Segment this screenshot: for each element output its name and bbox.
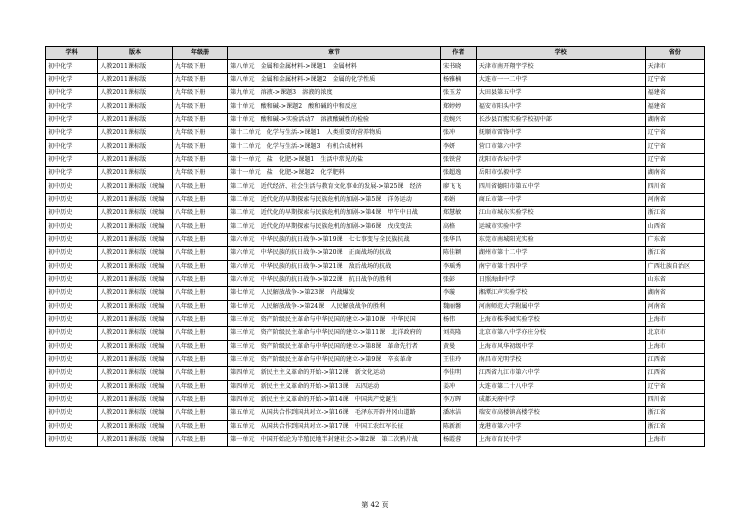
cell-grade: 八年级上册	[172, 247, 227, 260]
cell-grade: 八年级上册	[172, 393, 227, 406]
cell-province: 福建省	[645, 100, 704, 113]
cell-school: 长沙县百熙实验学校初中部	[476, 113, 645, 126]
table-row	[46, 407, 705, 420]
table-row	[46, 220, 705, 233]
cell-province: 上海市	[645, 340, 704, 353]
cell-grade: 八年级上册	[172, 220, 227, 233]
cell-grade: 八年级上册	[172, 327, 227, 340]
cell-province: 湖南省	[645, 113, 704, 126]
cell-version: 人教2011课标版（统编	[98, 220, 173, 233]
cell-grade: 八年级上册	[172, 300, 227, 313]
cell-version: 人教2011课标版（统编	[98, 353, 173, 366]
cell-chapter: 第十一单元 盐 化肥->课题2 化学肥料	[228, 167, 441, 180]
cell-grade: 八年级上册	[172, 313, 227, 326]
cell-author: 杨雅楠	[440, 73, 476, 86]
cell-province: 上海市	[645, 433, 704, 446]
cell-author: 张超逸	[440, 167, 476, 180]
cell-province: 浙江省	[645, 407, 704, 420]
cell-author: 李妍	[440, 140, 476, 153]
cell-author: 杨伟	[440, 313, 476, 326]
cell-author: 李佳明	[440, 367, 476, 380]
cell-chapter: 第三单元 资产阶级民主革命与中华民国的建立->第11课 北洋政府的	[228, 327, 441, 340]
cell-author: 高格	[440, 220, 476, 233]
cell-version: 人教2011课标版（统编	[98, 433, 173, 446]
cell-author: 郑婷婷	[440, 100, 476, 113]
cell-school: 上海市风华初级中学	[476, 340, 645, 353]
table-row	[46, 433, 705, 446]
cell-school: 北京市第八中学亦庄分校	[476, 327, 645, 340]
cell-province: 河南省	[645, 300, 704, 313]
cell-grade: 八年级上册	[172, 287, 227, 300]
cell-province: 山西省	[645, 220, 704, 233]
cell-subject: 初中化学	[46, 153, 98, 166]
cell-chapter: 第十二单元 化学与生活->课题1 人类重要的营养物质	[228, 127, 441, 140]
cell-chapter: 第三单元 资产阶级民主革命与中华民国的建立->第9课 辛亥革命	[228, 353, 441, 366]
cell-chapter: 第十单元 酸和碱->课题2 酸和碱的中和反应	[228, 100, 441, 113]
header-province: 省份	[645, 47, 704, 60]
cell-chapter: 第三单元 资产阶级民主革命与中华民国的建立->第10课 中华民国	[228, 313, 441, 326]
cell-author: 张玉芳	[440, 87, 476, 100]
cell-subject: 初中化学	[46, 140, 98, 153]
cell-school: 营口市第六中学	[476, 140, 645, 153]
cell-school: 运城市实验中学	[476, 220, 645, 233]
cell-school: 瑞安市高楼镇高楼学校	[476, 407, 645, 420]
cell-author: 范婉兴	[440, 113, 476, 126]
cell-school: 岳阳市弘毅中学	[476, 167, 645, 180]
cell-chapter: 第六单元 中华民族的抗日战争->第20课 正面战场的抗战	[228, 247, 441, 260]
header-school: 学校	[476, 47, 645, 60]
table-row	[46, 153, 705, 166]
cell-version: 人教2011课标版（统编	[98, 260, 173, 273]
cell-school: 龙港市第六中学	[476, 420, 645, 433]
cell-province: 辽宁省	[645, 153, 704, 166]
cell-province: 四川省	[645, 393, 704, 406]
table-row	[46, 207, 705, 220]
cell-province: 江西省	[645, 353, 704, 366]
cell-province: 辽宁省	[645, 127, 704, 140]
cell-author: 李璇	[440, 287, 476, 300]
course-table	[45, 46, 705, 447]
cell-version: 人教2011课标版	[98, 140, 173, 153]
cell-school: 河南师范大学附属中学	[476, 300, 645, 313]
cell-subject: 初中化学	[46, 73, 98, 86]
cell-version: 人教2011课标版（统编	[98, 420, 173, 433]
cell-province: 湖南省	[645, 287, 704, 300]
cell-grade: 九年级下册	[172, 167, 227, 180]
table-row	[46, 100, 705, 113]
cell-chapter: 第六单元 中华民族的抗日战争->第22课 抗日战争的胜利	[228, 273, 441, 286]
cell-subject: 初中化学	[46, 87, 98, 100]
cell-school: 大田县第五中学	[476, 87, 645, 100]
cell-version: 人教2011课标版（统编	[98, 247, 173, 260]
header-chapter: 章节	[228, 47, 441, 60]
cell-author: 张冲	[440, 127, 476, 140]
cell-subject: 初中历史	[46, 407, 98, 420]
cell-province: 浙江省	[645, 420, 704, 433]
cell-version: 人教2011课标版（统编	[98, 300, 173, 313]
cell-school: 江西省九江市第六中学	[476, 367, 645, 380]
cell-author: 姜冲	[440, 380, 476, 393]
cell-grade: 九年级下册	[172, 140, 227, 153]
table-row	[46, 87, 705, 100]
cell-school: 四川省德阳市第五中学	[476, 180, 645, 193]
cell-author: 张彭	[440, 273, 476, 286]
table-row	[46, 380, 705, 393]
cell-province: 辽宁省	[645, 380, 704, 393]
cell-version: 人教2011课标版（统编	[98, 313, 173, 326]
table-row	[46, 233, 705, 246]
cell-version: 人教2011课标版（统编	[98, 233, 173, 246]
cell-subject: 初中历史	[46, 260, 98, 273]
cell-version: 人教2011课标版	[98, 113, 173, 126]
cell-province: 广西壮族自治区	[645, 260, 704, 273]
cell-grade: 八年级上册	[172, 207, 227, 220]
cell-author: 魏丽馨	[440, 300, 476, 313]
cell-grade: 八年级上册	[172, 180, 227, 193]
cell-province: 湖南省	[645, 167, 704, 180]
cell-grade: 八年级上册	[172, 367, 227, 380]
cell-author: 邓娟	[440, 193, 476, 206]
cell-version: 人教2011课标版（统编	[98, 180, 173, 193]
cell-chapter: 第五单元 从国共合作到国共对立->第16课 毛泽东开辟井冈山道路	[228, 407, 441, 420]
table-row	[46, 340, 705, 353]
table-row	[46, 313, 705, 326]
cell-chapter: 第八单元 金属和金属材料->课题2 金属的化学性质	[228, 73, 441, 86]
cell-subject: 初中历史	[46, 287, 98, 300]
cell-author: 潘冰洁	[440, 407, 476, 420]
cell-chapter: 第七单元 人民解放战争->第23课 内战爆发	[228, 287, 441, 300]
cell-grade: 八年级上册	[172, 260, 227, 273]
cell-school: 湖州市第十二中学	[476, 247, 645, 260]
cell-school: 商丘市第一中学	[476, 193, 645, 206]
cell-school: 南昌市光明学校	[476, 353, 645, 366]
cell-school: 东莞市南城阳光实验	[476, 233, 645, 246]
cell-province: 上海市	[645, 313, 704, 326]
cell-province: 浙江省	[645, 247, 704, 260]
cell-chapter: 第十二单元 化学与生活->课题3 有机合成材料	[228, 140, 441, 153]
cell-author: 宋书晓	[440, 60, 476, 73]
cell-grade: 八年级上册	[172, 193, 227, 206]
cell-subject: 初中历史	[46, 220, 98, 233]
cell-grade: 八年级上册	[172, 353, 227, 366]
cell-subject: 初中化学	[46, 60, 98, 73]
cell-subject: 初中化学	[46, 100, 98, 113]
cell-province: 江西省	[645, 367, 704, 380]
cell-chapter: 第二单元 近代化的早期探索与民族危机的加剧->第4课 甲午中日战	[228, 207, 441, 220]
cell-version: 人教2011课标版	[98, 73, 173, 86]
cell-version: 人教2011课标版（统编	[98, 380, 173, 393]
cell-province: 福建省	[645, 87, 704, 100]
table-row	[46, 247, 705, 260]
table-row	[46, 353, 705, 366]
data-table-container	[45, 46, 705, 447]
cell-version: 人教2011课标版（统编	[98, 367, 173, 380]
cell-chapter: 第三单元 资产阶级民主革命与中华民国的建立->第8课 革命先行者	[228, 340, 441, 353]
cell-school: 上海市株季园实验学校	[476, 313, 645, 326]
cell-version: 人教2011课标版（统编	[98, 207, 173, 220]
cell-chapter: 第六单元 中华民族的抗日战争->第21课 敌后战场的抗战	[228, 260, 441, 273]
cell-subject: 初中历史	[46, 393, 98, 406]
table-row	[46, 420, 705, 433]
cell-chapter: 第二单元 近代经济、社会生活与教育文化事业的发展->第25课 经济	[228, 180, 441, 193]
cell-grade: 八年级上册	[172, 340, 227, 353]
table-row	[46, 273, 705, 286]
cell-grade: 八年级上册	[172, 273, 227, 286]
cell-version: 人教2011课标版	[98, 153, 173, 166]
cell-school: 湘潭江声实验学校	[476, 287, 645, 300]
cell-author: 张铁营	[440, 153, 476, 166]
cell-grade: 九年级下册	[172, 60, 227, 73]
header-grade: 年级册	[172, 47, 227, 60]
table-row	[46, 393, 705, 406]
cell-version: 人教2011课标版（统编	[98, 340, 173, 353]
cell-subject: 初中历史	[46, 300, 98, 313]
cell-subject: 初中历史	[46, 353, 98, 366]
table-row	[46, 180, 705, 193]
cell-grade: 八年级上册	[172, 380, 227, 393]
header-author: 作者	[440, 47, 476, 60]
cell-chapter: 第四单元 新民主主义革命的开始->第14课 中国共产党诞生	[228, 393, 441, 406]
cell-chapter: 第五单元 从国共合作到国共对立->第17课 中国工农红军长征	[228, 420, 441, 433]
table-row	[46, 287, 705, 300]
cell-version: 人教2011课标版（统编	[98, 407, 173, 420]
cell-school: 上海市育民中学	[476, 433, 645, 446]
cell-province: 广东省	[645, 233, 704, 246]
cell-province: 北京市	[645, 327, 704, 340]
table-row	[46, 193, 705, 206]
cell-grade: 九年级下册	[172, 100, 227, 113]
cell-school: 大连市第二十八中学	[476, 380, 645, 393]
table-row	[46, 73, 705, 86]
cell-school: 日照海曲中学	[476, 273, 645, 286]
cell-version: 人教2011课标版	[98, 100, 173, 113]
table-row	[46, 327, 705, 340]
cell-version: 人教2011课标版（统编	[98, 327, 173, 340]
table-row	[46, 367, 705, 380]
cell-grade: 八年级上册	[172, 233, 227, 246]
cell-author: 李瑶秀	[440, 260, 476, 273]
header-subject: 学科	[46, 47, 98, 60]
table-row	[46, 60, 705, 73]
table-row	[46, 300, 705, 313]
cell-school: 成都天府中学	[476, 393, 645, 406]
cell-author: 郑慧敏	[440, 207, 476, 220]
cell-chapter: 第二单元 近代化的早期探索与民族危机的加剧->第6课 戊戌变法	[228, 220, 441, 233]
cell-province: 辽宁省	[645, 140, 704, 153]
table-row	[46, 127, 705, 140]
cell-author: 张华昌	[440, 233, 476, 246]
cell-school: 江山市城东实验学校	[476, 207, 645, 220]
cell-version: 人教2011课标版	[98, 87, 173, 100]
cell-author: 李万晖	[440, 393, 476, 406]
cell-chapter: 第十单元 酸和碱->实验活动7 溶液酸碱性的检验	[228, 113, 441, 126]
cell-chapter: 第十一单元 盐 化肥->课题1 生活中常见的盐	[228, 153, 441, 166]
cell-school: 大连市一一二中学	[476, 73, 645, 86]
cell-subject: 初中历史	[46, 420, 98, 433]
page-number: 第 42 页	[361, 501, 389, 509]
cell-version: 人教2011课标版	[98, 60, 173, 73]
cell-grade: 九年级下册	[172, 87, 227, 100]
cell-grade: 九年级下册	[172, 127, 227, 140]
cell-version: 人教2011课标版（统编	[98, 273, 173, 286]
cell-grade: 八年级上册	[172, 433, 227, 446]
cell-subject: 初中历史	[46, 247, 98, 260]
cell-subject: 初中历史	[46, 193, 98, 206]
cell-author: 刘英隆	[440, 327, 476, 340]
header-version: 版本	[98, 47, 173, 60]
cell-subject: 初中历史	[46, 327, 98, 340]
cell-subject: 初中历史	[46, 273, 98, 286]
cell-subject: 初中历史	[46, 367, 98, 380]
cell-school: 天津市南开翔宇学校	[476, 60, 645, 73]
table-row	[46, 167, 705, 180]
cell-author: 黄曼	[440, 340, 476, 353]
cell-author: 杨霞蓉	[440, 433, 476, 446]
cell-school: 南宁市第十四中学	[476, 260, 645, 273]
table-row	[46, 140, 705, 153]
cell-chapter: 第四单元 新民主主义革命的开始->第12课 新文化运动	[228, 367, 441, 380]
cell-version: 人教2011课标版	[98, 167, 173, 180]
cell-province: 山东省	[645, 273, 704, 286]
cell-grade: 八年级上册	[172, 407, 227, 420]
cell-subject: 初中历史	[46, 340, 98, 353]
cell-school: 沈阳市杏坛中学	[476, 153, 645, 166]
cell-grade: 九年级下册	[172, 153, 227, 166]
cell-subject: 初中历史	[46, 180, 98, 193]
cell-grade: 九年级下册	[172, 73, 227, 86]
cell-grade: 九年级下册	[172, 113, 227, 126]
table-header-row	[46, 47, 705, 60]
cell-school: 抚顺市雷锋中学	[476, 127, 645, 140]
cell-chapter: 第九单元 溶液->课题3 溶液的浓度	[228, 87, 441, 100]
cell-chapter: 第二单元 近代化的早期探索与民族危机的加剧->第5课 洋务运动	[228, 193, 441, 206]
cell-grade: 八年级上册	[172, 420, 227, 433]
cell-subject: 初中化学	[46, 113, 98, 126]
cell-school: 福安市阳头中学	[476, 100, 645, 113]
cell-author: 陈佳颖	[440, 247, 476, 260]
cell-author: 廖飞飞	[440, 180, 476, 193]
cell-version: 人教2011课标版（统编	[98, 287, 173, 300]
table-row	[46, 113, 705, 126]
cell-author: 王佳玲	[440, 353, 476, 366]
cell-province: 辽宁省	[645, 73, 704, 86]
cell-subject: 初中化学	[46, 127, 98, 140]
cell-chapter: 第四单元 新民主主义革命的开始->第13课 五四运动	[228, 380, 441, 393]
cell-author: 陈新新	[440, 420, 476, 433]
cell-province: 浙江省	[645, 207, 704, 220]
cell-subject: 初中化学	[46, 167, 98, 180]
cell-version: 人教2011课标版	[98, 127, 173, 140]
cell-subject: 初中历史	[46, 433, 98, 446]
table-row	[46, 260, 705, 273]
cell-subject: 初中历史	[46, 313, 98, 326]
cell-chapter: 第七单元 人民解放战争->第24课 人民解放战争的胜利	[228, 300, 441, 313]
cell-chapter: 第八单元 金属和金属材料->课题1 金属材料	[228, 60, 441, 73]
cell-subject: 初中历史	[46, 233, 98, 246]
cell-province: 天津市	[645, 60, 704, 73]
cell-subject: 初中历史	[46, 207, 98, 220]
cell-chapter: 第一单元 中国开始沦为半殖民地半封建社会->第2课 第二次鸦片战	[228, 433, 441, 446]
cell-version: 人教2011课标版（统编	[98, 393, 173, 406]
cell-province: 四川省	[645, 180, 704, 193]
cell-chapter: 第六单元 中华民族的抗日战争->第19课 七七事变与全民族抗战	[228, 233, 441, 246]
cell-version: 人教2011课标版（统编	[98, 193, 173, 206]
cell-subject: 初中历史	[46, 380, 98, 393]
cell-province: 河南省	[645, 193, 704, 206]
